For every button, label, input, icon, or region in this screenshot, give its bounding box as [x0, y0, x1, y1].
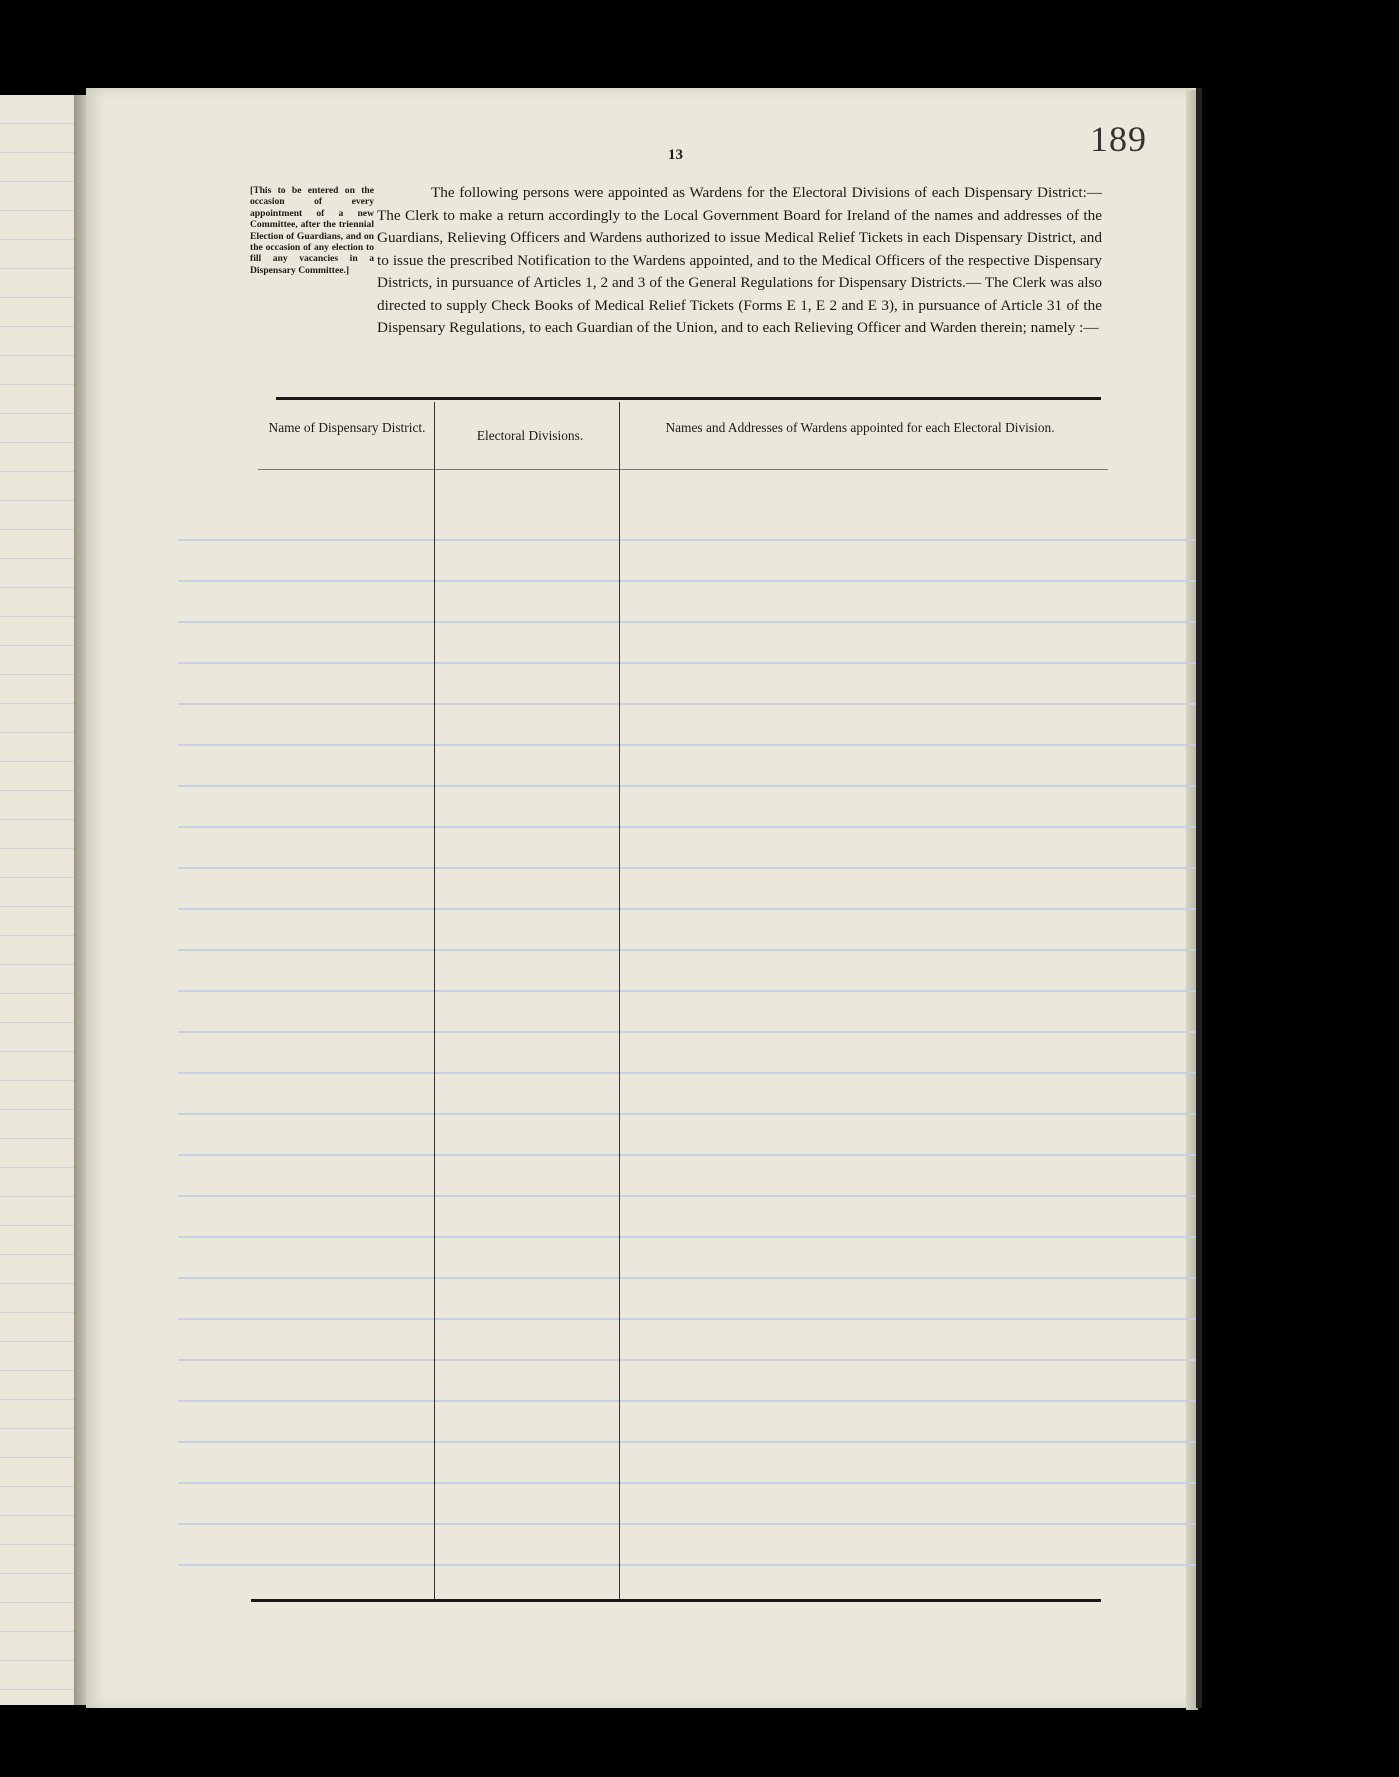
ruled-lines [178, 500, 1196, 1600]
table-top-rule [276, 397, 1101, 400]
page-shadow [1196, 88, 1202, 1708]
instruction-paragraph: The following persons were appointed as Wardens for the Electoral Divisions of each Dispensary District:—The Clerk to make a return accordingly to the Local Government Board for Ireland of the names and addresses of the Guardians, Relieving Officers and Wardens authorized to issue Medical Relief Tickets in each Dispensary District, and to issue the prescribed Notification to the Wardens appointed, and to the Medical Officers of the respective Dispensary Districts, in pursuance of Articles 1, 2 and 3 of the General Regulations for Dispensary Districts.— The Clerk was also directed to supply Check Books of Medical Relief Tickets (Forms E 1, E 2 and E 3), in pursuance of Article 31 of the Dispensary Regulations, to each Guardian of the Union, and to each Relieving Officer and Warden therein; namely :— [377, 184, 1102, 336]
header-rule [258, 469, 1108, 470]
header-wardens: Names and Addresses of Wardens appointed for each Electoral Division. [665, 420, 1055, 435]
header-dispensary-district: Name of Dispensary District. [268, 420, 426, 435]
facing-page [0, 95, 82, 1705]
column-divider-1 [434, 402, 435, 1599]
column-divider-2 [619, 402, 620, 1599]
margin-note: [This to be entered on the occasion of every appointment of a new Committee, after the triennial Election of Guardians, and on the occasion of any election to fill any vacancies in a Dispensary Committee.] [250, 185, 374, 276]
folio-number: 189 [1090, 119, 1147, 159]
printed-page-number: 13 [668, 147, 683, 163]
header-electoral-divisions: Electoral Divisions. [476, 428, 584, 443]
table-bottom-rule [251, 1599, 1101, 1602]
